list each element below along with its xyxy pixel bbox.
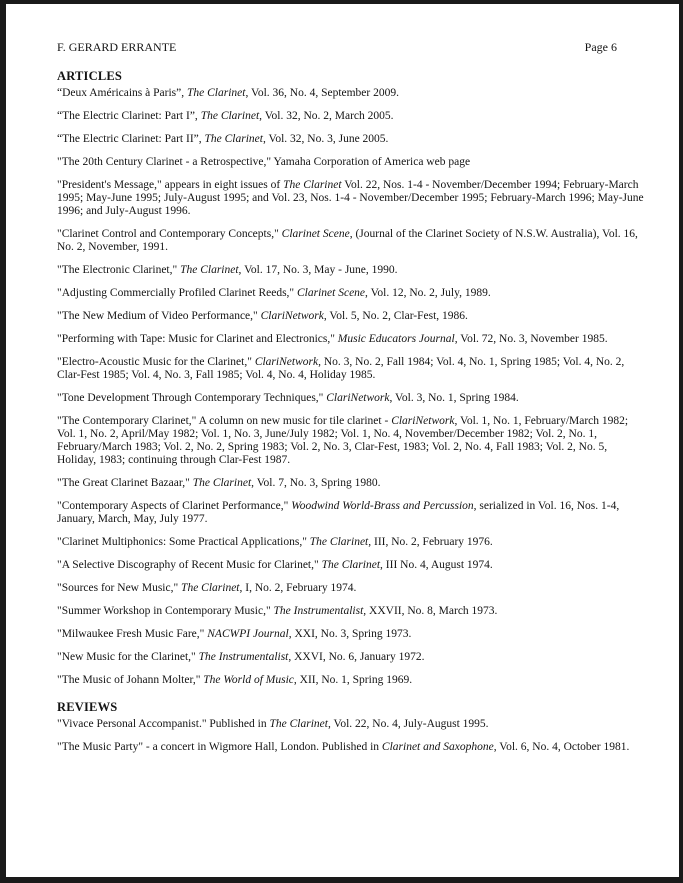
journal-title: The Clarinet xyxy=(192,477,252,489)
citation-text: "Clarinet Multiphonics: Some Practical Applications," xyxy=(57,536,310,548)
section-reviews xyxy=(57,701,649,754)
citation-text: "The Music Party" - a concert in Wigmore Hall, London. Published in xyxy=(57,741,382,753)
journal-title: The Instrumentalist xyxy=(273,605,364,617)
citation-entry xyxy=(57,559,649,572)
citation-text: Vol. 22, Nos. 1-4 - November/December 1994; February-March 1995; May-June 1995; July-August 1995; and Vol. 23, Nos. 1-4 - November/December 1995; February-March 1996; May-June 1996; and July-August 1996. xyxy=(57,179,644,217)
citation-text: "The Contemporary Clarinet," A column on new music for tile clarinet - xyxy=(57,415,392,427)
journal-title: Clarinet Scene xyxy=(297,287,366,299)
citation-entry xyxy=(57,356,649,382)
page-header xyxy=(57,41,649,54)
citation-text: , XXVI, No. 6, January 1972. xyxy=(288,651,425,663)
section-heading: ARTICLES xyxy=(57,69,123,83)
citation-entry xyxy=(57,333,649,346)
citation-entry xyxy=(57,264,649,277)
citation-entry xyxy=(57,310,649,323)
citation-text: , Vol. 22, No. 4, July-August 1995. xyxy=(327,718,489,730)
citation-entry xyxy=(57,392,649,405)
journal-title: The Clarinet xyxy=(181,582,240,594)
citation-text: "Clarinet Control and Contemporary Concepts," xyxy=(57,228,282,240)
citation-text: "The Electronic Clarinet," xyxy=(57,264,181,276)
citation-entry xyxy=(57,228,649,254)
citation-text: "Performing with Tape: Music for Clarinet and Electronics," xyxy=(57,333,338,345)
citation-text: "Tone Development Through Contemporary Techniques," xyxy=(57,392,327,404)
section-articles xyxy=(57,70,649,687)
citation-entry xyxy=(57,718,649,731)
citation-text: "The Great Clarinet Bazaar," xyxy=(57,477,193,489)
citation-text: , Vol. 36, No. 4, September 2009. xyxy=(245,87,399,99)
citation-text: , I, No. 2, February 1974. xyxy=(239,582,357,594)
citation-entry xyxy=(57,628,649,641)
author-name: F. GERARD ERRANTE xyxy=(57,40,177,54)
citation-text: "Electro-Acoustic Music for the Clarinet," xyxy=(57,356,255,368)
citation-entry xyxy=(57,287,649,300)
citation-entry xyxy=(57,605,649,618)
sections xyxy=(57,70,649,754)
journal-title: ClariNetwork xyxy=(260,310,324,322)
citation-text: "Adjusting Commercially Profiled Clarinet Reeds," xyxy=(57,287,297,299)
citation-text: , XII, No. 1, Spring 1969. xyxy=(293,674,413,686)
citation-text: "The Music of Johann Molter," xyxy=(57,674,204,686)
journal-title: ClariNetwork xyxy=(391,415,455,427)
journal-title: The Clarinet xyxy=(283,179,342,191)
citation-text: , Vol. 32, No. 2, March 2005. xyxy=(259,110,394,122)
citation-entry xyxy=(57,110,649,123)
citation-text: , Vol. 12, No. 2, July, 1989. xyxy=(365,287,491,299)
journal-title: The Clarinet xyxy=(180,264,239,276)
citation-text: , serialized in Vol. 16, Nos. 1-4, January, March, May, July 1977. xyxy=(57,500,620,525)
citation-text: "The New Medium of Video Performance," xyxy=(57,310,261,322)
citation-entry xyxy=(57,477,649,490)
citation-text: , Vol. 6, No. 4, October 1981. xyxy=(493,741,630,753)
citation-text: , Vol. 3, No. 1, Spring 1984. xyxy=(389,392,519,404)
journal-title: The Clarinet xyxy=(309,536,369,548)
citation-text: “Deux Américains à Paris”, xyxy=(57,87,187,99)
citation-text: "The 20th Century Clarinet - a Retrospective," Yamaha Corporation of America web page xyxy=(57,156,471,168)
citation-entry xyxy=(57,674,649,687)
citation-text: , III, No. 2, February 1976. xyxy=(368,536,493,548)
citation-entry xyxy=(57,651,649,664)
journal-title: ClariNetwork xyxy=(326,392,390,404)
citation-text: , Vol. 17, No. 3, May - June, 1990. xyxy=(238,264,398,276)
citation-text: "Sources for New Music," xyxy=(57,582,182,594)
citation-text: , Vol. 1, No. 1, February/March 1982; Vol. 1, No. 2, April/May 1982; Vol. 1, No. 3, June/July 1982; Vol. 1, No. 4, November/December 1982; Vol. 2, No. 1, February/March 1983; Vol. 2, No. 2, Spring 1983; Vol. 2, No. 3, Clar-Fest, 1983; Vol. 2, No. 4, Fall 1983; Vol. 2, No. 5, Holiday, 1983; continuing through Clar-Fest 1987. xyxy=(57,415,629,466)
citation-text: , (Journal of the Clarinet Society of N.S.W. Australia), Vol. 16, No. 2, November, 1991. xyxy=(57,228,638,253)
section-heading: REVIEWS xyxy=(57,700,118,714)
citation-text: “The Electric Clarinet: Part I”, xyxy=(57,110,201,122)
citation-text: "Summer Workshop in Contemporary Music," xyxy=(57,605,274,617)
citation-text: , XXI, No. 3, Spring 1973. xyxy=(288,628,412,640)
citation-text: "A Selective Discography of Recent Music for Clarinet," xyxy=(57,559,322,571)
journal-title: NACWPI Journal xyxy=(207,628,289,640)
citation-entry xyxy=(57,500,649,526)
citation-entry xyxy=(57,87,649,100)
citation-text: , No. 3, No. 2, Fall 1984; Vol. 4, No. 1, Spring 1985; Vol. 4, No. 2, Clar-Fest 1985; Vol. 4, No. 3, Fall 1985; Vol. 4, No. 4, Holiday 1985. xyxy=(57,356,625,381)
citation-entry xyxy=(57,156,649,169)
citation-entry xyxy=(57,582,649,595)
citation-text: "Milwaukee Fresh Music Fare," xyxy=(57,628,208,640)
journal-title: Woodwind World-Brass and Percussion xyxy=(291,500,474,512)
citation-text: "New Music for the Clarinet," xyxy=(57,651,199,663)
citation-text: “The Electric Clarinet: Part II”, xyxy=(57,133,205,145)
citation-entry xyxy=(57,415,649,467)
citation-entry xyxy=(57,741,649,754)
citation-text: , Vol. 5, No. 2, Clar-Fest, 1986. xyxy=(323,310,468,322)
journal-title: The Clarinet xyxy=(204,133,263,145)
citation-text: "Vivace Personal Accompanist." Published in xyxy=(57,718,270,730)
journal-title: The Clarinet xyxy=(321,559,381,571)
journal-title: The Clarinet xyxy=(269,718,328,730)
journal-title: The World of Music xyxy=(203,674,294,686)
page-content xyxy=(6,4,679,877)
citation-text: , Vol. 7, No. 3, Spring 1980. xyxy=(251,477,381,489)
journal-title: The Instrumentalist xyxy=(198,651,289,663)
citation-entry xyxy=(57,133,649,146)
journal-title: Clarinet and Saxophone xyxy=(381,741,494,753)
journal-title: ClariNetwork xyxy=(254,356,319,368)
citation-text: , Vol. 72, No. 3, November 1985. xyxy=(454,333,608,345)
citation-text: , Vol. 32, No. 3, June 2005. xyxy=(262,133,389,145)
citation-text: "Contemporary Aspects of Clarinet Performance," xyxy=(57,500,292,512)
citation-entry xyxy=(57,179,649,218)
journal-title: Clarinet Scene xyxy=(281,228,350,240)
citation-text: , III No. 4, August 1974. xyxy=(380,559,493,571)
journal-title: The Clarinet xyxy=(200,110,260,122)
journal-title: The Clarinet xyxy=(186,87,246,99)
citation-entry xyxy=(57,536,649,549)
citation-text: , XXVII, No. 8, March 1973. xyxy=(363,605,498,617)
citation-text: "President's Message," appears in eight issues of xyxy=(57,179,284,191)
journal-title: Music Educators Journal xyxy=(337,333,455,345)
page-number: Page 6 xyxy=(584,40,617,54)
